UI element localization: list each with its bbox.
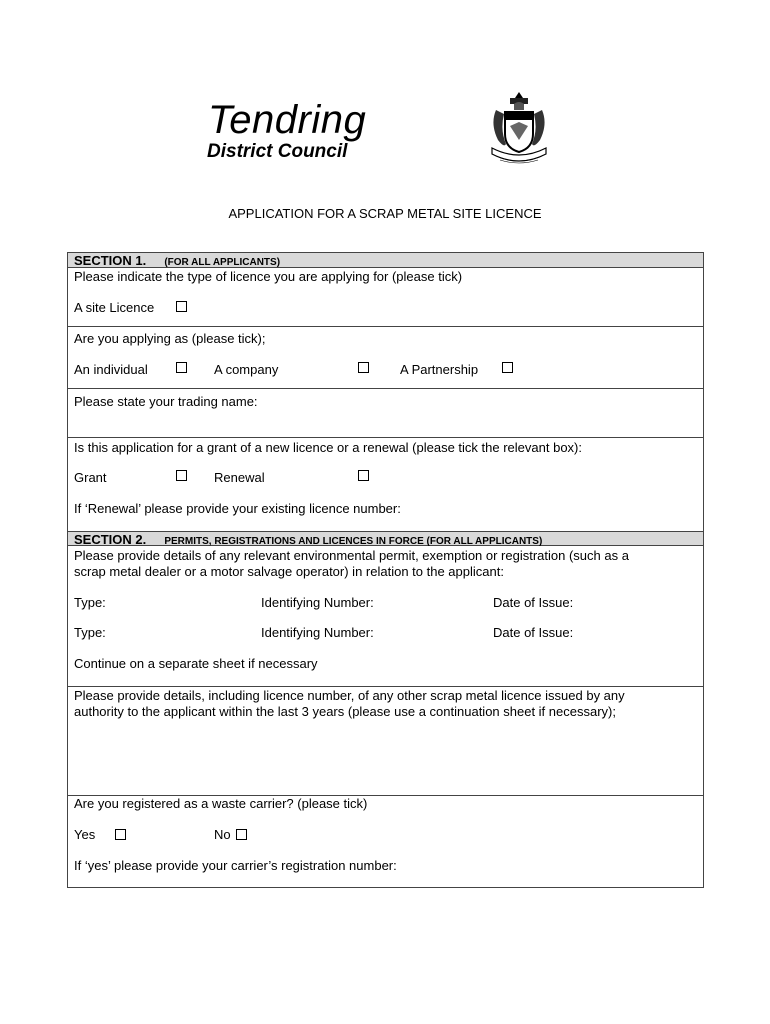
section-2-number: SECTION 2.	[74, 532, 147, 547]
company-label: A company	[214, 362, 279, 377]
other-licence-details-field[interactable]	[74, 723, 694, 793]
waste-carrier-question: Are you registered as a waste carrier? (please tick)	[74, 796, 368, 811]
no-checkbox[interactable]	[236, 829, 247, 840]
existing-licence-number-label: If ‘Renewal’ please provide your existing licence number:	[74, 501, 401, 516]
form-title: APPLICATION FOR A SCRAP METAL SITE LICENCE	[228, 206, 542, 221]
date-of-issue-label: Date of Issue:	[493, 625, 574, 640]
section-1-header	[68, 253, 703, 268]
permits-question-line-2: scrap metal dealer or a motor salvage operator) in relation to the applicant:	[74, 564, 504, 579]
licence-type-question: Please indicate the type of licence you are applying for (please tick)	[74, 269, 463, 284]
divider	[68, 686, 703, 687]
individual-label: An individual	[74, 362, 148, 377]
identifying-number-label: Identifying Number:	[261, 595, 374, 610]
yes-checkbox[interactable]	[115, 829, 126, 840]
renewal-checkbox[interactable]	[358, 470, 369, 481]
divider	[68, 437, 703, 438]
type-label: Type:	[74, 625, 106, 640]
site-licence-checkbox[interactable]	[176, 301, 187, 312]
section-1-note: (FOR ALL APPLICANTS)	[164, 257, 281, 268]
yes-label: Yes	[74, 827, 96, 842]
date-of-issue-label: Date of Issue:	[493, 595, 574, 610]
coat-of-arms-icon	[488, 90, 550, 170]
council-logo-title: Tendring	[208, 98, 367, 142]
site-licence-label: A site Licence	[74, 300, 155, 315]
trading-name-label: Please state your trading name:	[74, 394, 258, 409]
section-2-header	[68, 531, 703, 546]
trading-name-field[interactable]	[74, 409, 694, 435]
other-licence-question-line-1: Please provide details, including licence number, of any other scrap metal licence issued by any	[74, 688, 625, 703]
continue-note: Continue on a separate sheet if necessary	[74, 656, 318, 671]
applying-as-question: Are you applying as (please tick);	[74, 331, 266, 346]
grant-label: Grant	[74, 470, 107, 485]
partnership-label: A Partnership	[400, 362, 479, 377]
divider	[68, 388, 703, 389]
identifying-number-label: Identifying Number:	[261, 625, 374, 640]
council-logo-subtitle: District Council	[207, 141, 348, 162]
individual-checkbox[interactable]	[176, 362, 187, 373]
no-label: No	[214, 827, 231, 842]
application-form	[67, 252, 704, 888]
renewal-label: Renewal	[214, 470, 265, 485]
partnership-checkbox[interactable]	[502, 362, 513, 373]
grant-or-renewal-question: Is this application for a grant of a new licence or a renewal (please tick the relevant box):	[74, 440, 582, 455]
carrier-registration-number-label: If ‘yes’ please provide your carrier’s registration number:	[74, 858, 397, 873]
permits-question-line-1: Please provide details of any relevant environmental permit, exemption or registration (such as a	[74, 548, 629, 563]
section-2-note: PERMITS, REGISTRATIONS AND LICENCES IN FORCE (FOR ALL APPLICANTS)	[164, 536, 543, 547]
section-1-number: SECTION 1.	[74, 253, 147, 268]
company-checkbox[interactable]	[358, 362, 369, 373]
grant-checkbox[interactable]	[176, 470, 187, 481]
divider	[68, 326, 703, 327]
type-label: Type:	[74, 595, 106, 610]
other-licence-question-line-2: authority to the applicant within the last 3 years (please use a continuation sheet if necessary);	[74, 704, 616, 719]
